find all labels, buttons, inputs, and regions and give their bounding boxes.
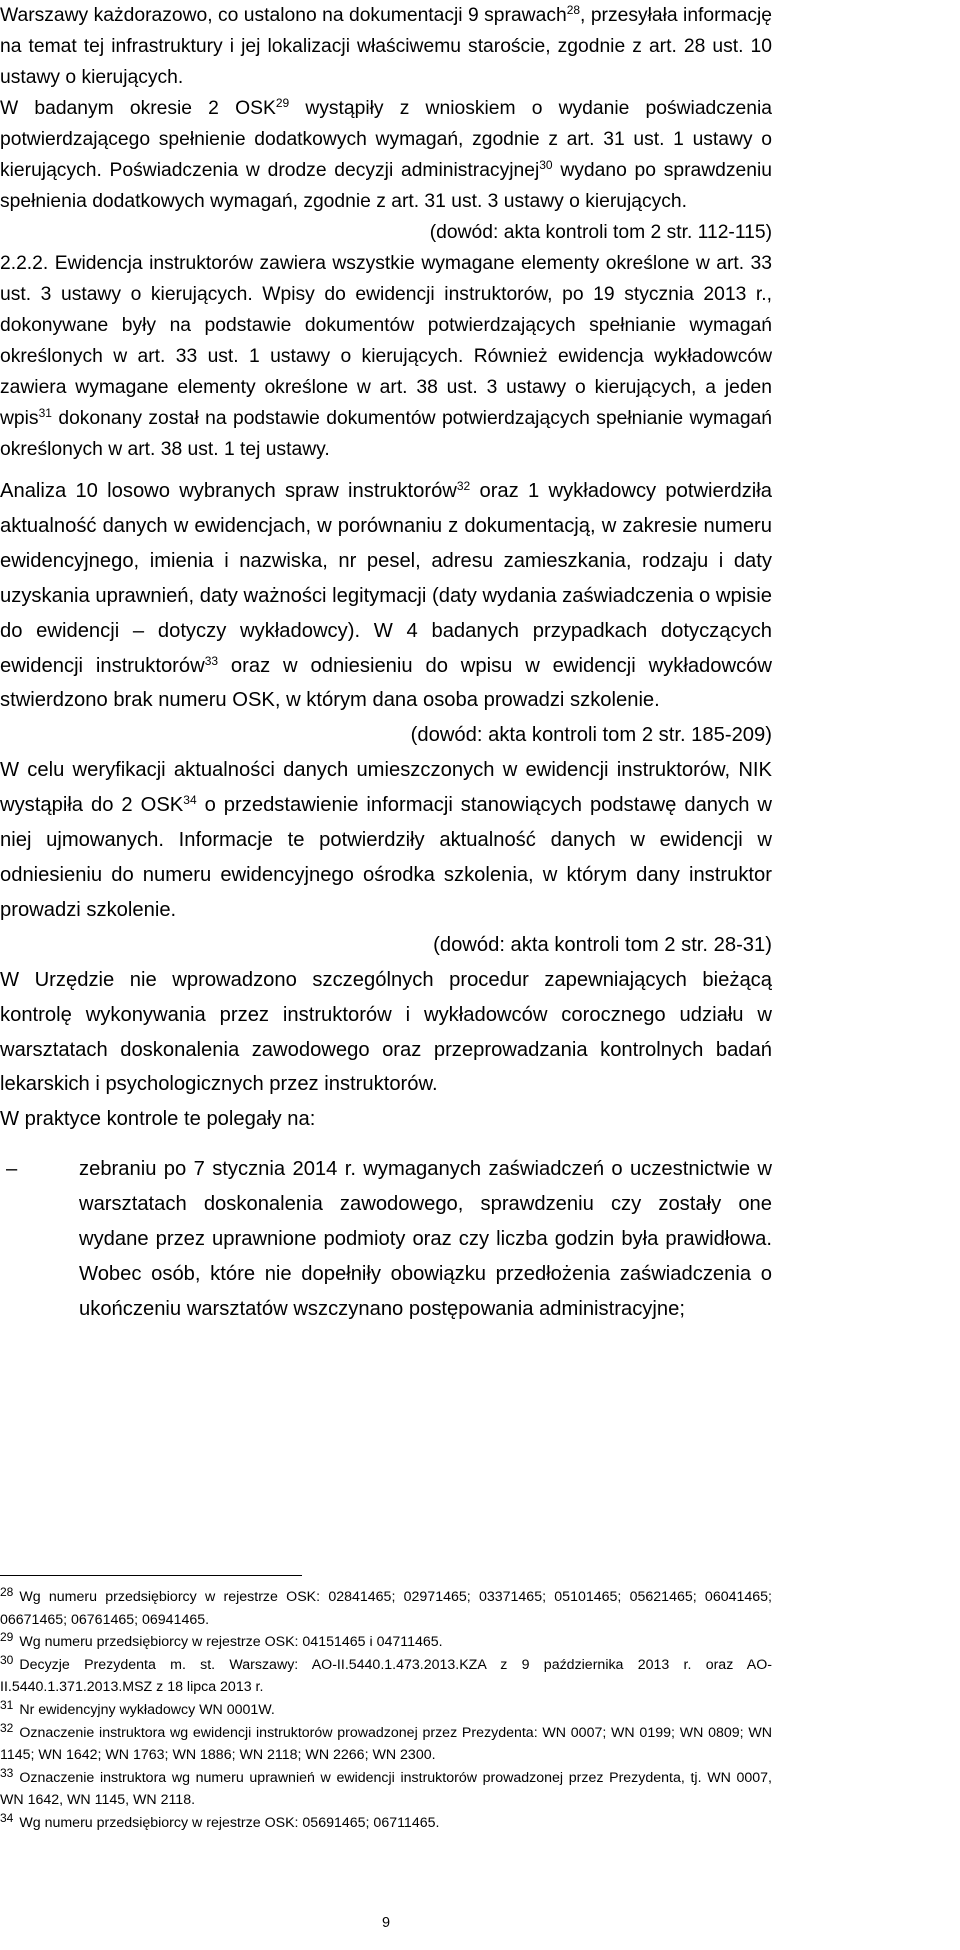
- evidence-note-3: (dowód: akta kontroli tom 2 str. 28-31): [433, 933, 772, 956]
- osk-text-end: wydano po sprawdzeniu spełnienia dodatkowych wymagań, zgodnie z art. 31 ust. 3 ustawy o kierujących.: [0, 160, 773, 212]
- footnote-text: Wg numeru przedsiębiorcy w rejestrze OSK: 05691465; 06711465.: [19, 1814, 440, 1831]
- analysis-paragraph: [0, 474, 772, 718]
- verification-paragraph: [0, 753, 772, 928]
- osk-text-cont: wystąpiły z wnioskiem o wydanie poświadczenia potwierdzającego spełnienie dodatkowych wymagań, zgodnie z art. 31 ust. 1 ustawy o kierujących. Poświadczenia w drodze decyzji administracyjnej: [0, 98, 773, 181]
- section-text-cont: dokonany został na podstawie dokumentów potwierdzających spełnianie wymagań określonych w art. 38 ust. 1 tej ustawy.: [0, 408, 772, 460]
- footnotes: [0, 1586, 772, 1835]
- evidence-note-2: (dowód: akta kontroli tom 2 str. 185-209): [410, 724, 772, 747]
- intro-text-cont: , przesyłała informację na temat tej infrastruktury i jej lokalizacji właściwemu staroście, zgodnie z art. 28 ust. 10 ustawy o kierujących.: [0, 5, 772, 88]
- analysis-text: Analiza 10 losowo wybranych spraw instruktorów: [0, 480, 457, 502]
- procedures-paragraph: W Urzędzie nie wprowadzono szczególnych procedur zapewniających bieżącą kontrolę wykonywania przez instruktorów i wykładowców corocznego udziału w warsztatach doskonalenia zawodowego oraz przeprowadzania kontrolnych badań lekarskich i psychologicznych przez instruktorów.: [0, 968, 772, 1096]
- footnote-text: Oznaczenie instruktora wg ewidencji instruktorów prowadzonej przez Prezydenta: WN 0007; WN 0199; WN 0809; WN 1145; WN 1642; WN 1763; WN 1886; WN 2118; WN 2266; WN 2300.: [0, 1724, 772, 1764]
- footnote-text: Wg numeru przedsiębiorcy w rejestrze OSK: 04151465 i 04711465.: [19, 1634, 443, 1651]
- verification-text: W celu weryfikacji aktualności danych umieszczonych w ewidencji instruktorów, NIK wystąpiła do 2 OSK: [0, 759, 772, 817]
- footnote-number: 32: [0, 1720, 14, 1735]
- footnote-ref-33[interactable]: 33: [204, 653, 219, 668]
- footnote-text: Nr ewidencyjny wykładowcy WN 0001W.: [19, 1701, 275, 1718]
- bullet-dash: –: [6, 1158, 18, 1181]
- footnote-ref-30[interactable]: 30: [539, 158, 553, 172]
- evidence-note-1: (dowód: akta kontroli tom 2 str. 112-115): [429, 222, 772, 243]
- footnote-number: 28: [0, 1585, 14, 1599]
- intro-paragraph: [0, 0, 772, 93]
- footnote-34: [0, 1812, 772, 1835]
- footnote-separator: [0, 1575, 302, 1576]
- section-2-2-2: [0, 248, 772, 465]
- analysis-text-end: oraz w odniesieniu do wpisu w ewidencji wykładowców stwierdzono brak numeru OSK, w którym dana osoba prowadzi szkolenie.: [0, 654, 772, 712]
- footnote-text: Oznaczenie instruktora wg numeru uprawnień w ewidencji instruktorów prowadzonej przez Prezydenta, tj. WN 0007, WN 1642, WN 1145, WN 2118.: [0, 1769, 772, 1809]
- page-number: 9: [381, 1915, 391, 1931]
- footnote-number: 31: [0, 1697, 14, 1712]
- footnote-28: [0, 1586, 772, 1631]
- practice-intro: W praktyce kontrole te polegały na:: [0, 1108, 316, 1131]
- footnote-number: 33: [0, 1765, 14, 1780]
- section-text: 2.2.2. Ewidencja instruktorów zawiera wszystkie wymagane elementy określone w art. 33 ust. 3 ustawy o kierujących. Wpisy do ewidencji instruktorów, po 19 stycznia 2013 r., dokonywane były na podstawie dokumentów potwierdzających spełnianie wymagań określonych w art. 33 ust. 1 ustawy o kierujących. Również ewidencja wykładowców zawiera wymagane elementy określone w art. 38 ust. 3 ustawy o kierujących, a jeden wpis: [0, 253, 772, 429]
- footnote-ref-29[interactable]: 29: [275, 96, 290, 110]
- footnote-ref-34[interactable]: 34: [183, 793, 197, 808]
- footnote-30: [0, 1654, 772, 1699]
- osk-text: W badanym okresie 2 OSK: [0, 98, 276, 119]
- footnote-text: Decyzje Prezydenta m. st. Warszawy: AO-II.5440.1.473.2013.KZA z 9 października 2013 r. oraz AO-II.5440.1.371.2013.MSZ z 18 lipca 2013 r.: [0, 1656, 772, 1696]
- footnote-ref-28[interactable]: 28: [566, 3, 581, 17]
- footnote-number: 29: [0, 1630, 14, 1645]
- intro-text: Warszawy każdorazowo, co ustalono na dokumentacji 9 sprawach: [0, 5, 567, 26]
- footnote-31: [0, 1699, 772, 1722]
- footnote-number: 30: [0, 1652, 14, 1667]
- verification-text-cont: o przedstawienie informacji stanowiących podstawę danych w niej ujmowanych. Informacje te potwierdziły aktualność danych w ewidencji w odniesieniu do numeru ewidencyjnego ośrodka szkolenia, w którym dany instruktor prowadzi szkolenie.: [0, 794, 772, 921]
- bullet-text: zebraniu po 7 stycznia 2014 r. wymaganych zaświadczeń o uczestnictwie w warsztatach doskonalenia zawodowego, sprawdzeniu czy zostały one wydane przez uprawnione podmioty oraz czy liczba godzin była prawidłowa. Wobec osób, które nie dopełniły obowiązku przedłożenia zaświadczenia o ukończeniu warsztatów wszczynano postępowania administracyjne;: [79, 1158, 772, 1320]
- footnote-number: 34: [0, 1810, 14, 1825]
- osk-paragraph: [0, 93, 772, 217]
- bullet-item: [0, 1152, 772, 1327]
- analysis-text-cont: oraz 1 wykładowcy potwierdziła aktualność danych w ewidencjach, w porównaniu z dokumentacją, w zakresie numeru ewidencyjnego, imienia i nazwiska, nr pesel, adresu zamieszkania, rodzaju i daty uzyskania uprawnień, daty ważności legitymacji (daty wydania zaświadczenia o wpisie do ewidencji – dotyczy wykładowcy). W 4 badanych przypadkach dotyczących ewidencji instruktorów: [0, 480, 772, 677]
- footnote-text: Wg numeru przedsiębiorcy w rejestrze OSK: 02841465; 02971465; 03371465; 05101465; 05621465; 06041465; 06671465; 06761465; 06941465.: [0, 1589, 772, 1628]
- footnote-32: [0, 1722, 772, 1767]
- footnote-29: [0, 1631, 772, 1654]
- footnote-ref-31[interactable]: 31: [38, 406, 52, 420]
- footnote-ref-32[interactable]: 32: [456, 479, 471, 493]
- footnote-33: [0, 1767, 772, 1812]
